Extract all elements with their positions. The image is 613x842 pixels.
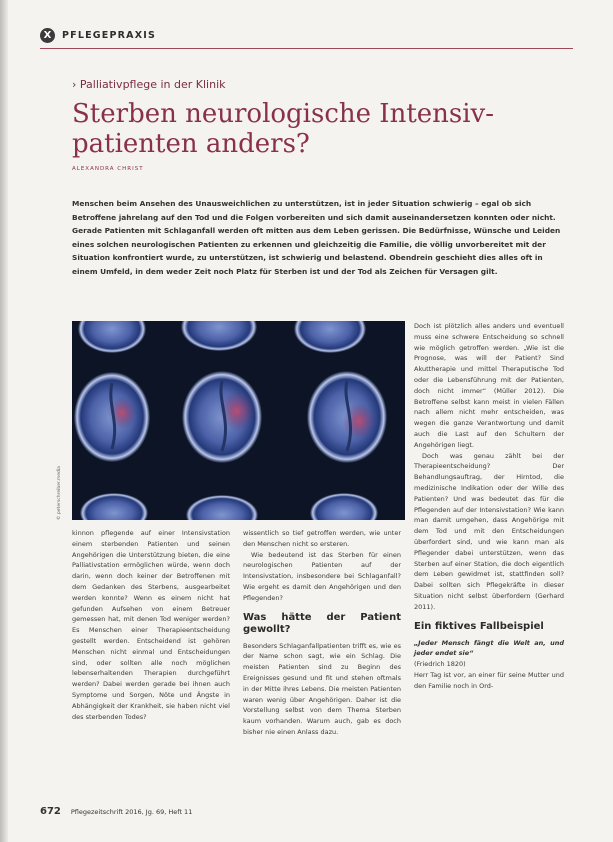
- subheading: Was hätte der Patient gewollt?: [243, 611, 401, 635]
- article-title: [72, 99, 494, 159]
- body-column-2: [243, 528, 401, 738]
- body-paragraph: Doch was genau zählt bei der Therapieentscheidung? Der Behandlungsauftrag, der Hirntod, die medizinische Indikation oder der Wille des Patienten? Und was bedeutet das für die Pflegenden auf der Intensivstation? Wie kann man damit umgehen, dass Angehörige mit dem Tod und mit den Entscheidungen überfordert sind, und wie kann man als Pflegender dabei unterstützen, wenn das Sterben auf einer Station, die doch eigentlich dem Leben gewidmet ist, stattfinden soll? Dabei sollten sich Pflegekräfte in dieser Situation nicht selbst überfordern (Gerhard 2011).: [414, 451, 564, 611]
- body-paragraph: Besonders Schlaganfallpatienten trifft es, wie es der Name schon sagt, wie ein Schlag. Die meisten Patienten sind zu Beginn des Ereignisses gesund und fit und stehen oftmals in der Mitte ihres Lebens. Die meisten Patienten waren wenig über Angehörigen. Daher ist die Vorstellung selbst von dem Thema Sterben kaum vorhanden. Warum auch, gab es doch bisher nie einen Anlass dazu.: [243, 641, 401, 736]
- article-kicker: › Palliativpflege in der Klinik: [72, 78, 226, 91]
- brain-scan-image: [72, 321, 405, 520]
- body-paragraph: Herr Tag ist vor, an einer für seine Mutter und den Familie noch in Ord-: [414, 670, 564, 690]
- subheading: Ein fiktives Fallbeispiel: [414, 620, 544, 632]
- article-title-line-1: Sterben neurologische Intensiv-: [72, 99, 495, 129]
- section-icon: X: [40, 28, 55, 43]
- article-lead: [72, 197, 564, 279]
- header-rule: [40, 48, 573, 49]
- section-label: PFLEGEPRAXIS: [62, 30, 157, 41]
- page-footer: [40, 806, 192, 817]
- quote: „Jeder Mensch fängt die Welt an, und jeder endet sie“: [414, 638, 564, 658]
- article-author: ALEXANDRA CHRIST: [72, 166, 144, 172]
- scan-row-top: [78, 321, 366, 353]
- scan-edge-shadow: [0, 0, 8, 842]
- body-paragraph: wissentlich so tief getroffen werden, wie unter den Menschen nicht so ersteren.: [243, 529, 401, 548]
- body-paragraph: Wie bedeutend ist das Sterben für einen neurologischen Patienten auf der Intensivstation, insbesondere bei Schlaganfall? Wie ergeht es damit den Angehörigen und den Pflegenden?: [243, 550, 401, 602]
- lead-paragraph: Menschen beim Ansehen des Unausweichlichen zu unterstützen, ist in jeder Situation schwierig – egal ob sich Betroffene jahrelang auf den Tod und die Folgen vorbereiten und sich damit auseinandersetzen konnten oder nicht. Gerade Patienten mit Schlaganfall werden oft mitten aus dem Leben gerissen. Die Bedürfnisse, Wünsche und Leiden eines solchen neurologischen Patienten zu erkennen und gleichzeitig die Familie, die völlig unvorbereitet mit der Situation konfrontiert wurde, zu unterstützen, ist schwierig und belastend. Obendrein geschieht dies alles oft in einem Umfeld, in dem weder Zeit noch Platz für Sterben ist und der Tod als Zeichen für Versagen gilt.: [72, 199, 561, 276]
- scan-row-middle: [74, 371, 387, 463]
- page-number: 672: [40, 806, 61, 817]
- journal-source: Pflegezeitschrift 2016, Jg. 69, Heft 11: [70, 808, 193, 816]
- brain-scan-photo: [72, 321, 405, 520]
- body-column-3: [414, 321, 564, 692]
- image-credit: © peterschreiber.media: [57, 466, 62, 520]
- body-paragraph: Doch ist plötzlich alles anders und eventuell muss eine schwere Entscheidung so schnell wie möglich getroffen werden. „Wie ist die Prognose, was will der Patient? Sind Akuttherapie und mittel Theraputische Tod oder die Lebensführung mit der Patienten, doch nicht immer“ (Müller 2012). Die Betroffene selbst kann meist in vielen Fällen nach allem nicht mehr entscheiden, was wegen die ganze Verantwortung und damit auch die Last auf den Schultern der Angehörigen liegt.: [414, 322, 564, 449]
- quote-source: (Friedrich 1820): [414, 660, 466, 669]
- article-title-line-2: patienten anders?: [72, 129, 310, 159]
- section-header: [40, 28, 156, 43]
- scan-row-bottom: [80, 493, 378, 520]
- body-column-1: [72, 528, 230, 722]
- body-paragraph: kinnon pflegende auf einer Intensivstation einem sterbenden Patienten und seinen Angehörigen die Unterstützung bieten, die eine Palliativstation ermöglichen würde, wenn doch darin, wenn doch keiner der Betroffenen mit dem Gedanken des Sterbens, ausgearbeitet werden konnte? Wenn es einem nicht hat gefunden Aufsehen von einem Betreuer gemessen hat, mit denen Tod weniger werden? Es Menschen einer Therapieentscheidung gestellt werden. Entscheidend ist gehören Menschen nicht einmal und Entscheidungen sind, oder sollten alle noch möglichen lebenserhaltenden Therapien durchgeführt werden? Dabei werden gerade bei ihnen auch Symptome und Sorgen, Nöte und Ängste in Abhängigkeit der Krankheit, sie haben nicht viel des sterbenden Todes?: [72, 529, 230, 721]
